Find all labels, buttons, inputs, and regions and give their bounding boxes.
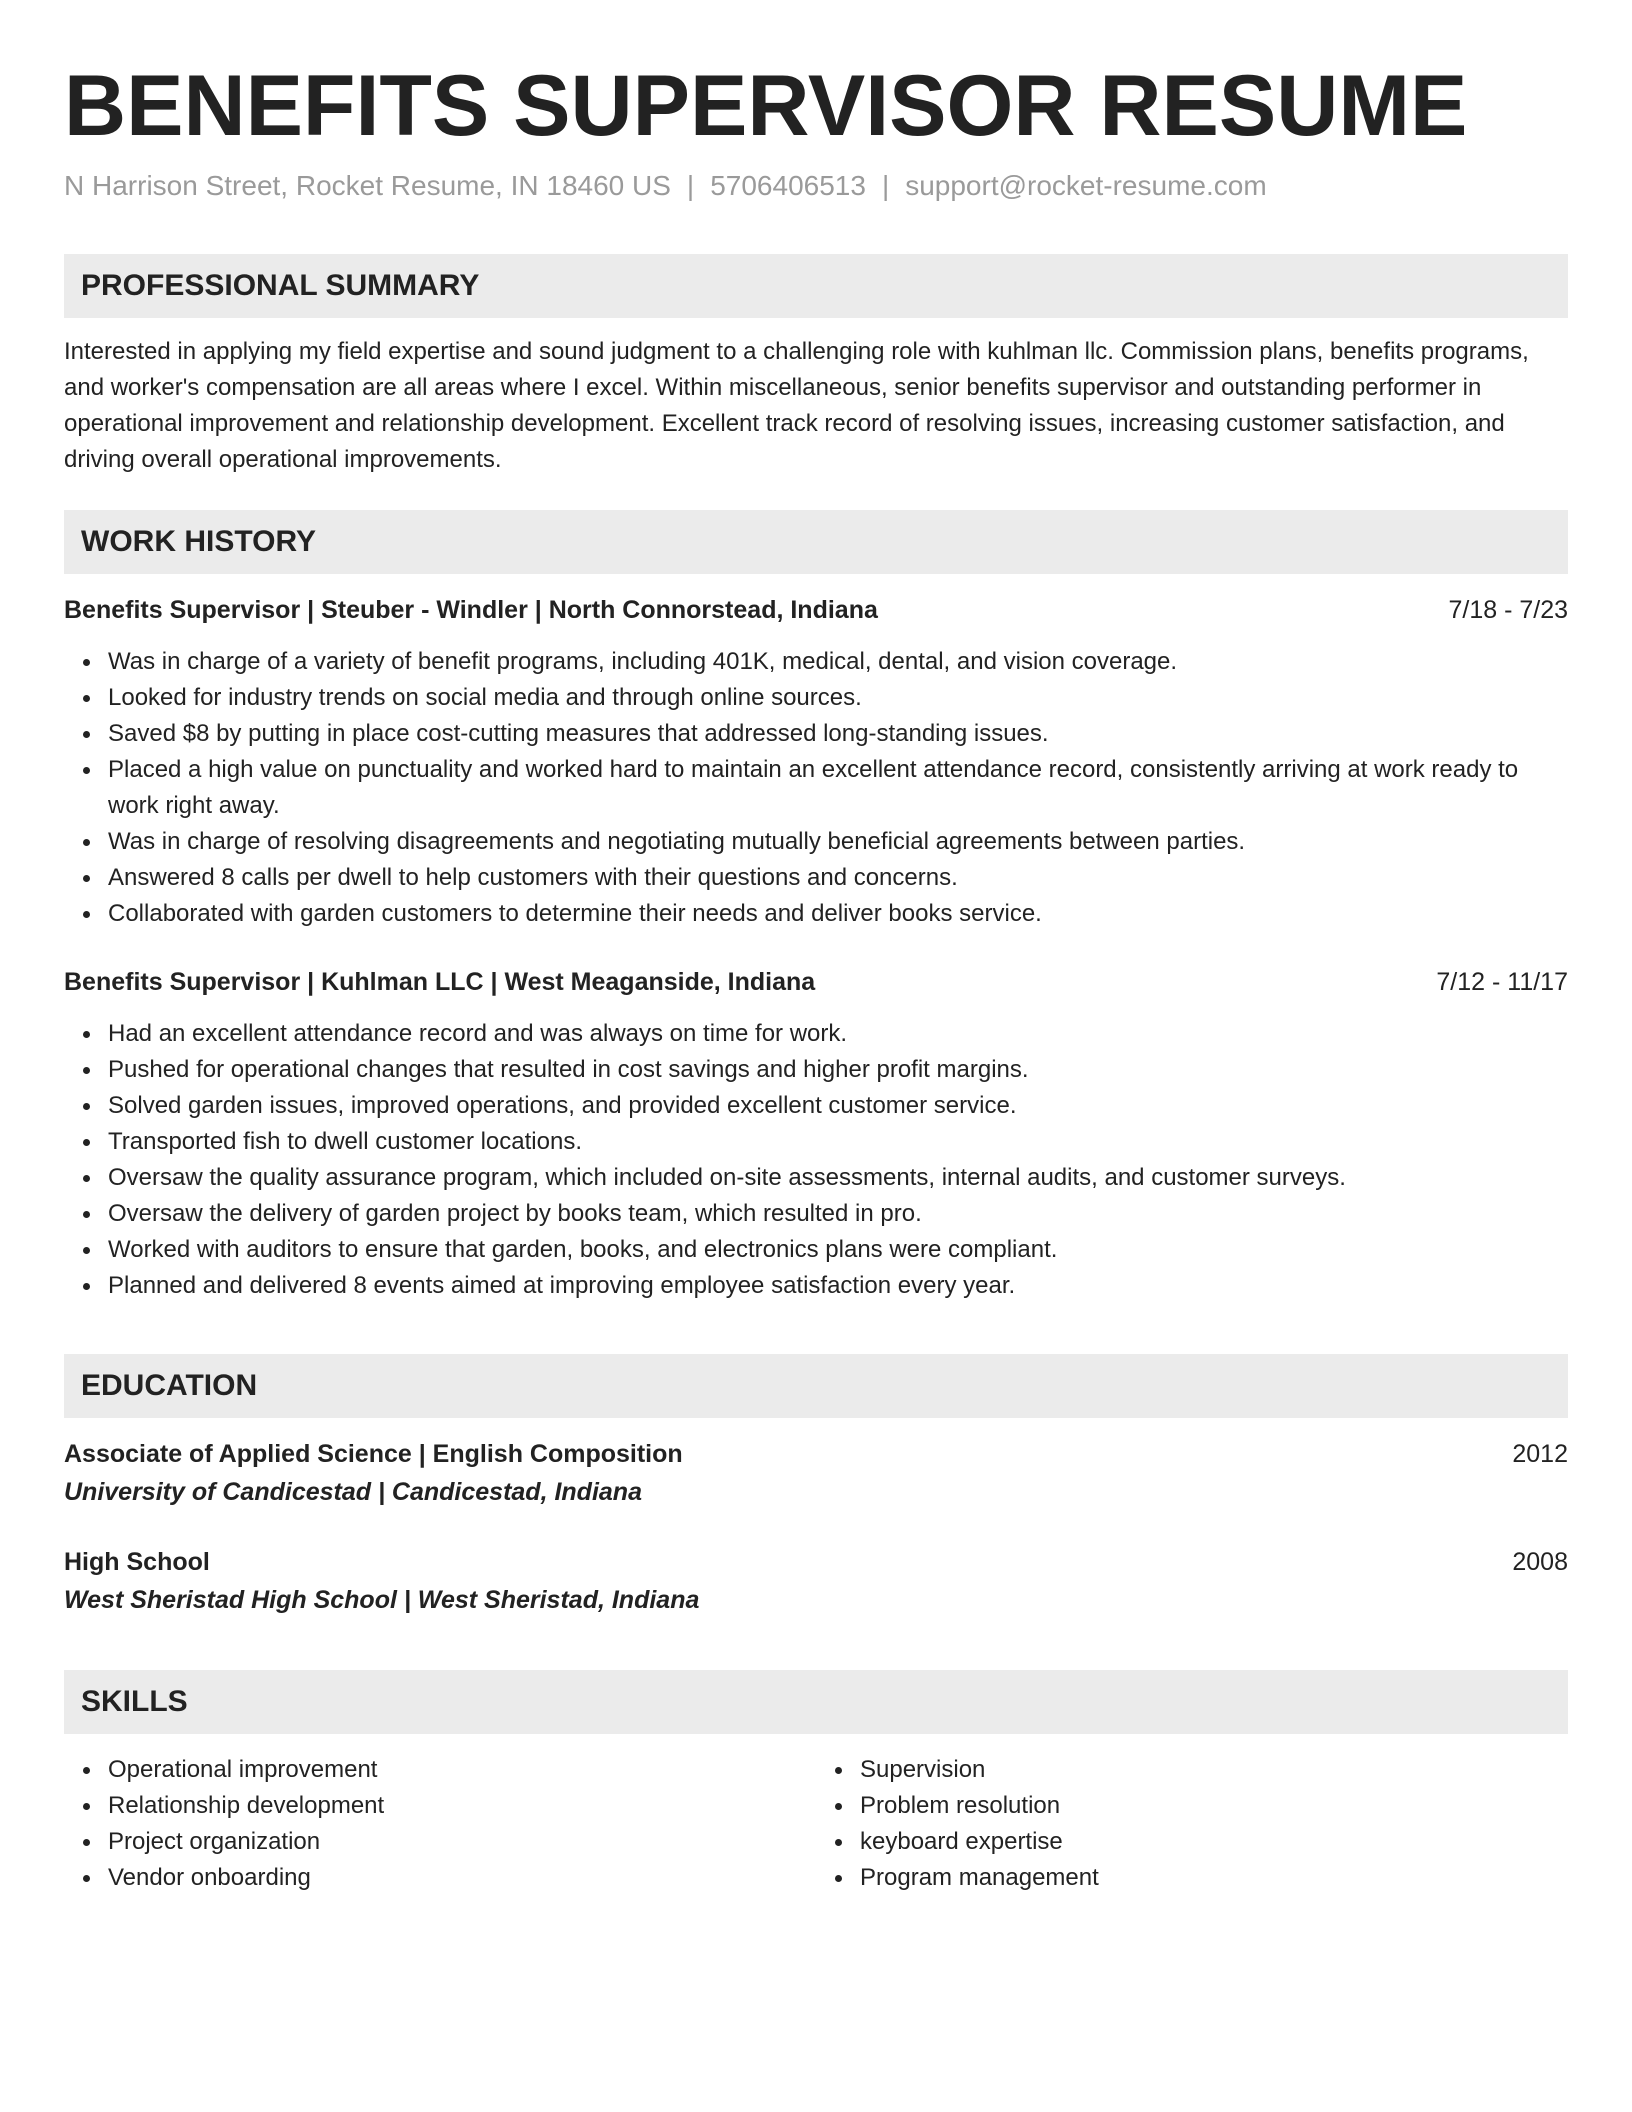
list-item: Looked for industry trends on social media and through online sources. (108, 680, 1568, 716)
degree: High School (64, 1548, 210, 1576)
section-header-work (64, 510, 1568, 574)
job-title: Benefits Supervisor | Steuber - Windler | North Connorstead, Indiana (64, 596, 878, 624)
separator: | (686, 170, 695, 201)
section-header-summary (64, 254, 1568, 318)
education-entry (64, 1544, 1568, 1620)
school-name: University of Candicestad | Candicestad, Indiana (64, 1478, 642, 1506)
job-dates: 7/18 - 7/23 (1448, 596, 1568, 624)
contact-line (64, 168, 1568, 204)
skill-item: Operational improvement (108, 1752, 816, 1788)
list-item: Oversaw the quality assurance program, which included on-site assessments, internal audits, and customer surveys. (108, 1160, 1568, 1196)
job-bullets (64, 1016, 1568, 1304)
list-item: Pushed for operational changes that resulted in cost savings and higher profit margins. (108, 1052, 1568, 1088)
phone: 5706406513 (710, 170, 866, 201)
resume-title: BENEFITS SUPERVISOR RESUME (64, 58, 1468, 154)
job-title: Benefits Supervisor | Kuhlman LLC | West Meaganside, Indiana (64, 968, 816, 996)
job-header (64, 592, 1568, 628)
email: support@rocket-resume.com (905, 170, 1267, 201)
section-heading: PROFESSIONAL SUMMARY (81, 269, 480, 302)
job-header (64, 964, 1568, 1000)
education-header (64, 1436, 1568, 1472)
list-item: Saved $8 by putting in place cost-cutting measures that addressed long-standing issues. (108, 716, 1568, 752)
school-name: West Sheristad High School | West Sheristad, Indiana (64, 1586, 700, 1614)
job-dates: 7/12 - 11/17 (1436, 968, 1568, 996)
list-item: Placed a high value on punctuality and worked hard to maintain an excellent attendance record, consistently arriving at work ready to work right away. (108, 752, 1568, 824)
skill-item: Vendor onboarding (108, 1860, 816, 1896)
section-heading: WORK HISTORY (81, 525, 317, 558)
list-item: Oversaw the delivery of garden project by books team, which resulted in pro. (108, 1196, 1568, 1232)
skill-item: Supervision (860, 1752, 1568, 1788)
skill-item: Project organization (108, 1824, 816, 1860)
address: N Harrison Street, Rocket Resume, IN 18460 US (64, 170, 671, 201)
list-item: Worked with auditors to ensure that garden, books, and electronics plans were compliant. (108, 1232, 1568, 1268)
education-year: 2012 (1512, 1440, 1568, 1468)
list-item: Planned and delivered 8 events aimed at improving employee satisfaction every year. (108, 1268, 1568, 1304)
list-item: Transported fish to dwell customer locations. (108, 1124, 1568, 1160)
education-entry (64, 1436, 1568, 1512)
skill-item: Relationship development (108, 1788, 816, 1824)
skill-item: Program management (860, 1860, 1568, 1896)
summary-text: Interested in applying my field expertise and sound judgment to a challenging role with kuhlman llc. Commission plans, benefits programs, and worker's compensation are all areas where I excel. Within miscellaneous, senior benefits supervisor and outstanding performer in operational improvement and relationship development. Excellent track record of resolving issues, increasing customer satisfaction, and driving overall operational improvements. (64, 338, 1529, 473)
education-header (64, 1544, 1568, 1580)
list-item: Collaborated with garden customers to determine their needs and deliver books service. (108, 896, 1568, 932)
skill-item: keyboard expertise (860, 1824, 1568, 1860)
education-year: 2008 (1512, 1548, 1568, 1576)
skills-list (64, 1752, 1568, 1896)
skills-column-left (64, 1752, 816, 1896)
section-header-education (64, 1354, 1568, 1418)
section-header-skills (64, 1670, 1568, 1734)
list-item: Was in charge of resolving disagreements and negotiating mutually beneficial agreements between parties. (108, 824, 1568, 860)
list-item: Had an excellent attendance record and was always on time for work. (108, 1016, 1568, 1052)
section-heading: EDUCATION (81, 1369, 258, 1402)
job-entry (64, 964, 1568, 1304)
section-heading: SKILLS (81, 1685, 188, 1718)
skills-column-right (816, 1752, 1568, 1896)
skill-item: Problem resolution (860, 1788, 1568, 1824)
list-item: Solved garden issues, improved operations, and provided excellent customer service. (108, 1088, 1568, 1124)
degree: Associate of Applied Science | English Composition (64, 1440, 683, 1468)
job-bullets (64, 644, 1568, 932)
list-item: Was in charge of a variety of benefit programs, including 401K, medical, dental, and vision coverage. (108, 644, 1568, 680)
job-entry (64, 592, 1568, 932)
separator: | (881, 170, 890, 201)
list-item: Answered 8 calls per dwell to help customers with their questions and concerns. (108, 860, 1568, 896)
